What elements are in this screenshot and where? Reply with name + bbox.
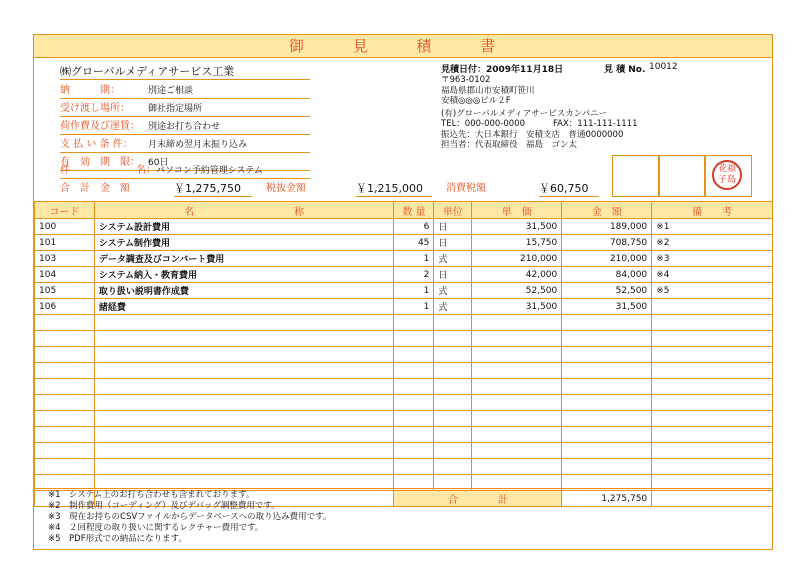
term-value: 月末締め翌月末振り込み bbox=[148, 140, 248, 150]
seal-box-1 bbox=[612, 155, 660, 197]
table-row bbox=[35, 219, 773, 235]
cell-price: 31,500 bbox=[472, 299, 562, 315]
cell-name: データ調査及びコンバート費用 bbox=[94, 251, 394, 267]
cell-code: 104 bbox=[35, 267, 95, 283]
term-label: 有 効 期 限： bbox=[60, 157, 140, 168]
sender-contact-numbers bbox=[441, 119, 637, 130]
cell-qty: 1 bbox=[394, 299, 434, 315]
subject-row bbox=[60, 163, 310, 179]
tax-label: 消費税額 bbox=[446, 183, 486, 194]
subject-value: パソコン予約管理システム bbox=[156, 166, 263, 176]
term-label: 納 期： bbox=[60, 85, 120, 96]
cell-note: ※5 bbox=[652, 283, 773, 299]
client-name: ㈱グローバルメディアサービス工業 bbox=[60, 63, 310, 80]
sender-fax: FAX：111-111-1111 bbox=[553, 119, 638, 129]
estimate-date: 見積日付：2009年11月18日 bbox=[441, 65, 564, 75]
cell-code: 103 bbox=[35, 251, 95, 267]
cell-qty: 45 bbox=[394, 235, 434, 251]
cell-name: システム納入・教育費用 bbox=[94, 267, 394, 283]
term-label: 荷作費及び運賃： bbox=[60, 121, 140, 132]
company-stamp bbox=[712, 160, 742, 190]
column-header: 名 称 bbox=[94, 202, 394, 219]
document-title: 御 見 積 書 bbox=[34, 35, 772, 58]
sender-company: (有)グローバルメディアサービスカンパニー bbox=[441, 108, 608, 119]
column-header: 備 考 bbox=[652, 202, 773, 219]
table-row-empty bbox=[35, 443, 773, 459]
cell-unit: 式 bbox=[434, 299, 472, 315]
cell-name: 諸経費 bbox=[94, 299, 394, 315]
sender-block bbox=[441, 75, 637, 151]
subject-label: 件 bbox=[60, 165, 70, 176]
term-label: 受け渡し場所： bbox=[60, 103, 130, 114]
terms-block bbox=[60, 83, 310, 173]
cell-unit: 日 bbox=[434, 219, 472, 235]
table-row-empty bbox=[35, 347, 773, 363]
sum-value: 1,275,750 bbox=[562, 491, 652, 507]
cell-unit: 日 bbox=[434, 235, 472, 251]
note-line: ※3 現在お持ちのCSVファイルからデータベースへの取り込み費用です。 bbox=[48, 512, 332, 522]
cell-amount: 189,000 bbox=[562, 219, 652, 235]
cell-code: 101 bbox=[35, 235, 95, 251]
table-row bbox=[35, 267, 773, 283]
cell-amount: 708,750 bbox=[562, 235, 652, 251]
sender-address2: 安積◎◎◎ビル２F bbox=[441, 96, 511, 106]
term-value: 60日 bbox=[148, 158, 169, 168]
cell-qty: 6 bbox=[394, 219, 434, 235]
sender-contact: 担当者：代表取締役 福島 ゴン太 bbox=[441, 140, 578, 150]
term-value: 別途お打ち合わせ bbox=[148, 122, 221, 132]
cell-qty: 2 bbox=[394, 267, 434, 283]
estimate-number-label: 見 積 No. bbox=[604, 65, 646, 75]
cell-amount: 84,000 bbox=[562, 267, 652, 283]
table-row-empty bbox=[35, 427, 773, 443]
tax-value: ￥60,750 bbox=[539, 181, 599, 197]
items-table bbox=[34, 201, 773, 507]
cell-unit: 式 bbox=[434, 251, 472, 267]
term-row bbox=[60, 83, 310, 99]
note-line: ※1 システム上のお打ち合わせも含まれております。 bbox=[48, 490, 255, 500]
table-row-empty bbox=[35, 395, 773, 411]
cell-amount: 52,500 bbox=[562, 283, 652, 299]
cell-amount: 210,000 bbox=[562, 251, 652, 267]
column-header: 数 量 bbox=[394, 202, 434, 219]
cell-price: 52,500 bbox=[472, 283, 562, 299]
table-row bbox=[35, 283, 773, 299]
cell-note bbox=[652, 299, 773, 315]
table-header-row bbox=[35, 202, 773, 219]
table-row-empty bbox=[35, 379, 773, 395]
cell-code: 100 bbox=[35, 219, 95, 235]
cell-name: システム制作費用 bbox=[94, 235, 394, 251]
sender-postal: 〒963-0102 bbox=[441, 75, 491, 85]
term-row bbox=[60, 137, 310, 153]
sender-bank: 振込先：大日本銀行 安積支店 普通0000000 bbox=[441, 129, 624, 140]
table-row bbox=[35, 251, 773, 267]
subject-label-suffix: 名： bbox=[136, 165, 156, 176]
sum-label: 合 計 bbox=[394, 491, 562, 507]
cell-unit: 式 bbox=[434, 283, 472, 299]
term-row bbox=[60, 101, 310, 117]
cell-price: 42,000 bbox=[472, 267, 562, 283]
term-value: 別途ご相談 bbox=[148, 86, 194, 96]
term-row bbox=[60, 119, 310, 135]
cell-qty: 1 bbox=[394, 283, 434, 299]
table-row bbox=[35, 299, 773, 315]
cell-amount: 31,500 bbox=[562, 299, 652, 315]
table-row-empty bbox=[35, 411, 773, 427]
notes-section bbox=[34, 488, 773, 551]
net-label: 税抜金額 bbox=[266, 183, 306, 194]
cell-qty: 1 bbox=[394, 251, 434, 267]
term-label: 支 払 い 条 件： bbox=[60, 139, 133, 150]
cell-note: ※2 bbox=[652, 235, 773, 251]
column-header: 単 価 bbox=[472, 202, 562, 219]
column-header: 単位 bbox=[434, 202, 472, 219]
note-line: ※5 PDF形式での納品になります。 bbox=[48, 534, 187, 544]
stamp-text: 花福子島 bbox=[717, 164, 736, 185]
sender-address1: 福島県郡山市安積町笹川 bbox=[441, 85, 535, 96]
estimate-sheet bbox=[33, 34, 773, 550]
term-value: 御社指定場所 bbox=[148, 104, 203, 114]
cell-note: ※1 bbox=[652, 219, 773, 235]
cell-code: 105 bbox=[35, 283, 95, 299]
table-row-empty bbox=[35, 331, 773, 347]
cell-note: ※3 bbox=[652, 251, 773, 267]
total-value: ￥1,275,750 bbox=[174, 181, 252, 197]
cell-name: 取り扱い説明書作成費 bbox=[94, 283, 394, 299]
cell-code: 106 bbox=[35, 299, 95, 315]
total-label: 合 計 金 額 bbox=[60, 183, 130, 194]
table-row-empty bbox=[35, 363, 773, 379]
note-line: ※2 制作費用（コーディング）及びデバッグ調整費用です。 bbox=[48, 501, 280, 511]
cell-note: ※4 bbox=[652, 267, 773, 283]
table-row-empty bbox=[35, 315, 773, 331]
seal-box-2 bbox=[658, 155, 706, 197]
column-header: コード bbox=[35, 202, 95, 219]
cell-price: 31,500 bbox=[472, 219, 562, 235]
estimate-number: 10012 bbox=[649, 62, 678, 72]
cell-price: 15,750 bbox=[472, 235, 562, 251]
net-value: ￥1,215,000 bbox=[356, 181, 432, 197]
cell-name: システム設計費用 bbox=[94, 219, 394, 235]
table-row-empty bbox=[35, 459, 773, 475]
table-row bbox=[35, 235, 773, 251]
note-line: ※4 ２回程度の取り扱いに関するレクチャー費用です。 bbox=[48, 523, 264, 533]
sender-tel: TEL：000-000-0000 bbox=[441, 119, 526, 129]
cell-price: 210,000 bbox=[472, 251, 562, 267]
column-header: 金 額 bbox=[562, 202, 652, 219]
cell-unit: 日 bbox=[434, 267, 472, 283]
